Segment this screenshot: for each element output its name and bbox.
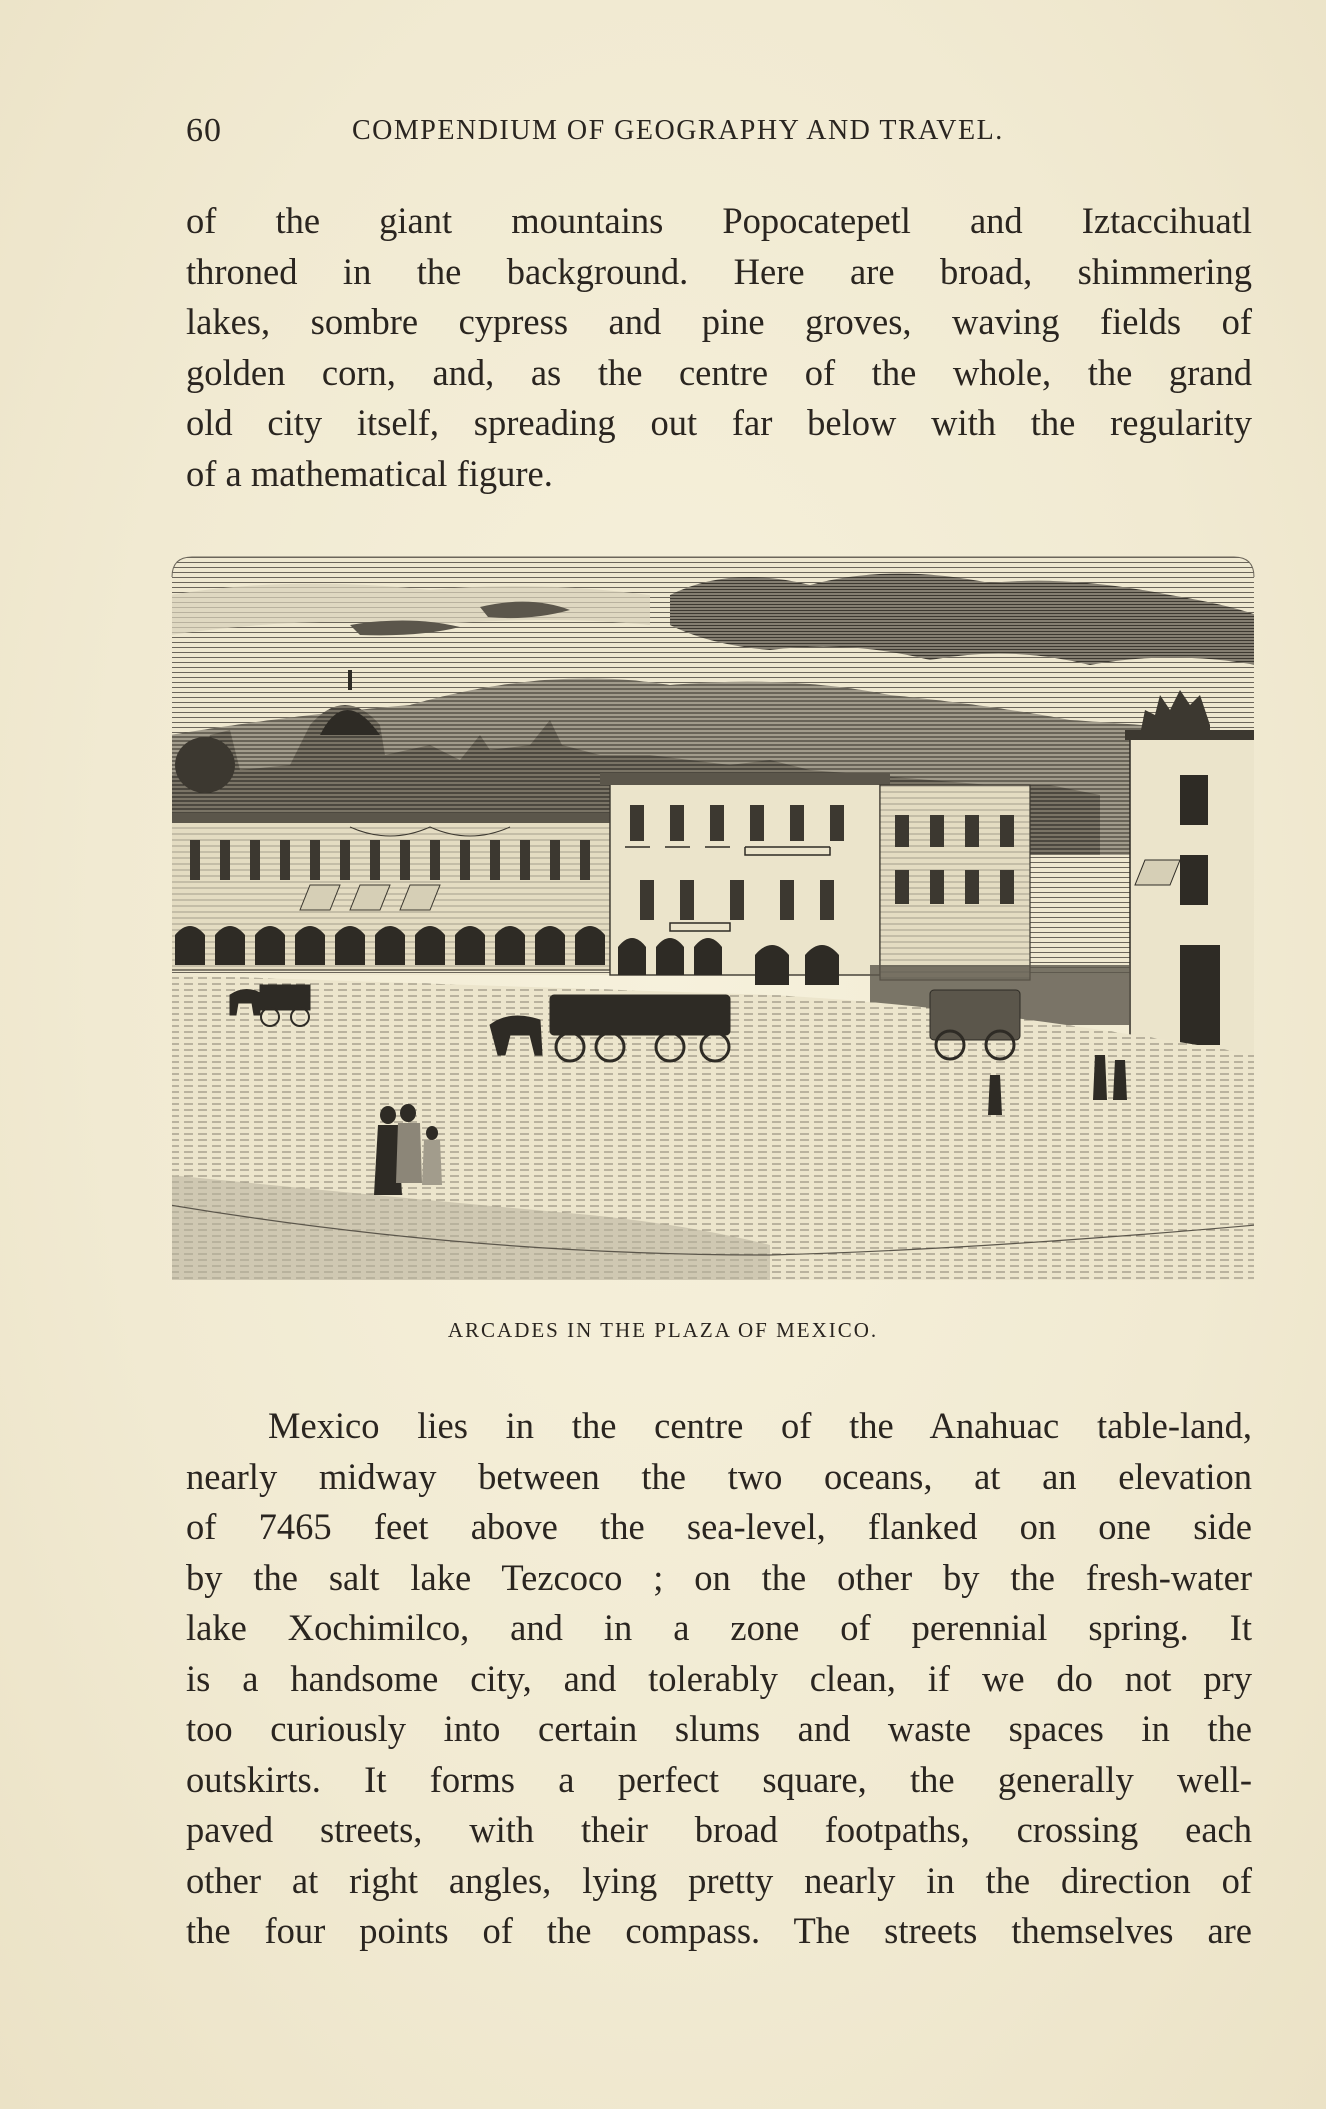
engraving-illustration xyxy=(170,555,1256,1280)
text-line: golden corn, and, as the centre of the whole, the grand xyxy=(186,351,1252,393)
running-head xyxy=(186,112,1086,158)
cornice xyxy=(600,773,890,785)
text-line: other at right angles, lying pretty nearly in the direction of xyxy=(186,1859,1252,1901)
text-line: nearly midway between the two oceans, at an elevation xyxy=(186,1455,1252,1497)
text-line: is a handsome city, and tolerably clean, if we do not pry xyxy=(186,1657,1252,1699)
paragraph-1 xyxy=(186,196,1252,499)
dome xyxy=(175,737,235,793)
text-line: of 7465 feet above the sea-level, flanked on one side xyxy=(186,1506,1252,1547)
text-line: paved streets, with their broad footpaths, crossing each xyxy=(186,1809,1252,1850)
paragraph-2 xyxy=(186,1401,1252,1957)
cornice xyxy=(170,813,610,823)
plaza-engraving xyxy=(170,555,1256,1280)
running-title: COMPENDIUM OF GEOGRAPHY AND TRAVEL. xyxy=(352,115,1004,146)
text-line: outskirts. It forms a perfect square, the generally well- xyxy=(186,1758,1252,1800)
text-line: old city itself, spreading out far below with the regularity xyxy=(186,402,1252,443)
page-number: 60 xyxy=(186,112,222,149)
text-line: lakes, sombre cypress and pine groves, waving fields of xyxy=(186,301,1252,342)
dome-lantern xyxy=(348,670,352,690)
text-line: of the giant mountains Popocatepetl and Iztaccihuatl xyxy=(186,200,1252,241)
text-line: Mexico lies in the centre of the Anahuac table-land, xyxy=(268,1405,1252,1446)
text-line: lake Xochimilco, and in a zone of perennial spring. It xyxy=(186,1607,1252,1648)
text-line: by the salt lake Tezcoco ; on the other by the fresh-water xyxy=(186,1556,1252,1598)
text-line: the four points of the compass. The streets themselves are xyxy=(186,1910,1252,1951)
text-line: too curiously into certain slums and waste spaces in the xyxy=(186,1708,1252,1749)
text-line: of a mathematical figure. xyxy=(186,452,553,494)
text-line: throned in the background. Here are broad, shimmering xyxy=(186,250,1252,292)
figure-caption: ARCADES IN THE PLAZA OF MEXICO. xyxy=(447,1318,879,1342)
arches-left xyxy=(175,926,605,965)
